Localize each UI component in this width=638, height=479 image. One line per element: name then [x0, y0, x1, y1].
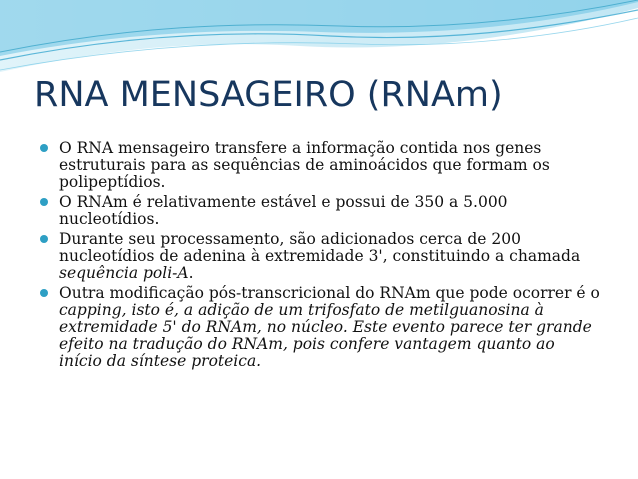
bullet-text-4a: Outra modificação pós-transcricional do RNAm que pode ocorrer é o [59, 284, 600, 302]
bullet-dot-icon [40, 198, 48, 206]
bullet-dot-icon [40, 144, 48, 152]
bullet-text-3a: Durante seu processamento, são adicionados cerca de 200 nucleotídios de adenina à extremidade 3', constituindo a chamada [59, 230, 581, 265]
bullet-dot-icon [40, 235, 48, 243]
bullet-list [40, 140, 600, 373]
header-wave-decoration [0, 0, 638, 80]
slide-title: RNA MENSAGEIRO (RNAm) [34, 75, 503, 115]
bullet-item-4 [40, 285, 600, 370]
bullet-text-4-italic: capping, isto é, a adição de um trifosfato de metilguanosina à extremidade 5' do RNAm, no núcleo. Este evento parece ter grande efeito na tradução do RNAm, pois confere vantagem quanto ao início da síntese proteica. [59, 301, 592, 370]
bullet-item-3 [40, 231, 600, 282]
bullet-text-1: O RNA mensageiro transfere a informação contida nos genes estruturais para as sequências de aminoácidos que formam os polipeptídios. [59, 139, 550, 191]
bullet-dot-icon [40, 289, 48, 297]
bullet-item-2 [40, 194, 600, 228]
bullet-text-3-italic: sequência poli-A [59, 264, 189, 282]
bullet-text-2: O RNAm é relativamente estável e possui de 350 a 5.000 nucleotídios. [59, 193, 508, 228]
bullet-text-3b: . [188, 264, 194, 282]
bullet-item-1 [40, 140, 600, 191]
